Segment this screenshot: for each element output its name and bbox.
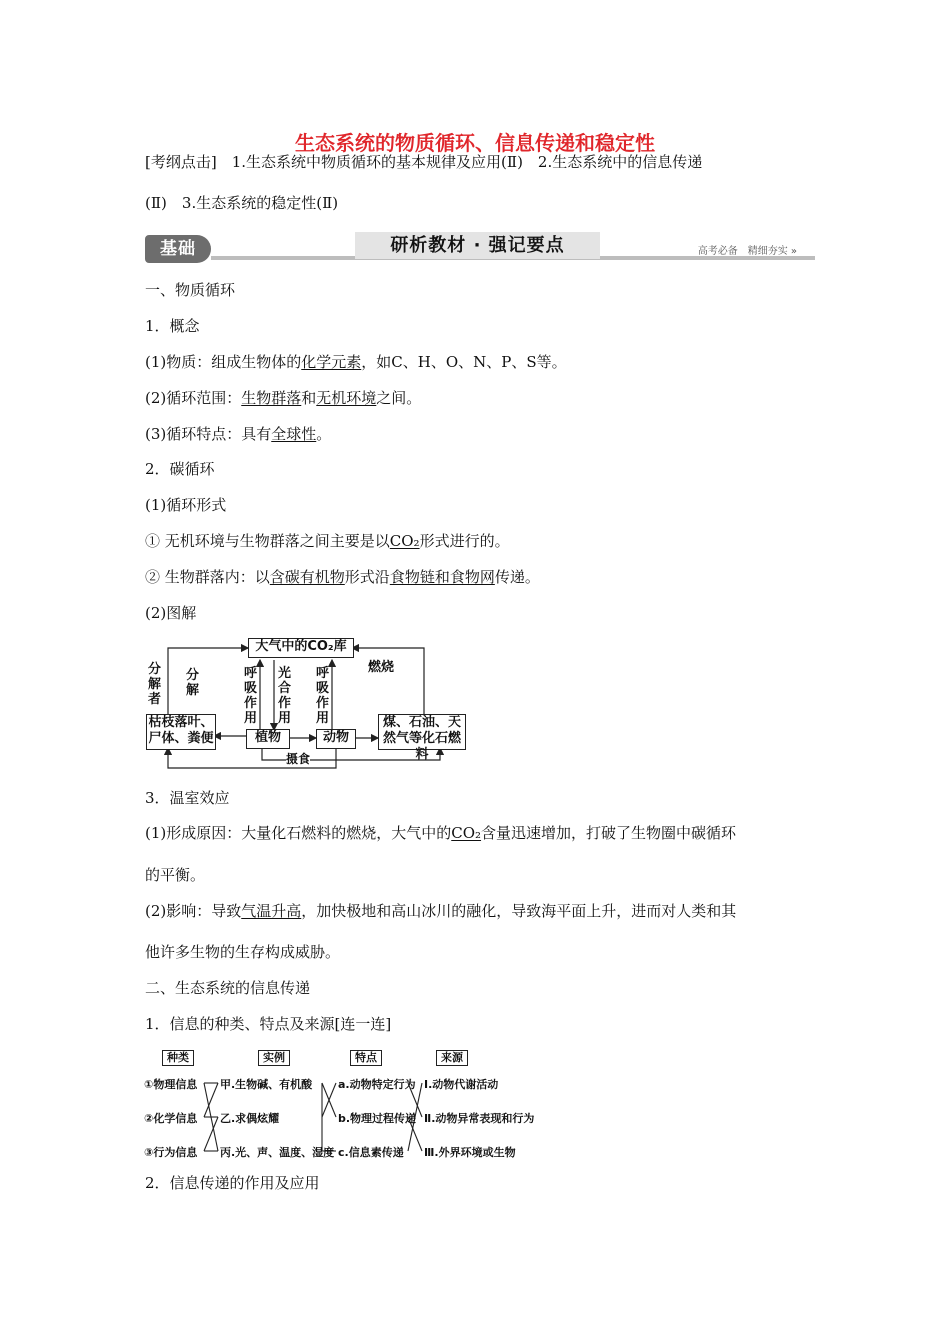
- paragraph-inorganic: ① 无机环境与生物群落之间主要是以CO₂形式进行的。: [145, 532, 510, 550]
- box-animal: 动物: [316, 729, 356, 749]
- paragraph-greenhouse-effect-cont: 他许多生物的生存构成威胁。: [145, 943, 341, 961]
- header-source: 来源: [436, 1050, 468, 1066]
- header-type: 种类: [162, 1050, 194, 1066]
- example-item: 甲.生物碱、有机酸: [220, 1078, 313, 1091]
- paragraph-substance: (1)物质：组成生物体的化学元素，如C、H、O、N、P、S等。: [145, 353, 567, 371]
- section-banner: [145, 232, 815, 266]
- paragraph-greenhouse-cause: (1)形成原因：大量化石燃料的燃烧，大气中的CO₂含量迅速增加，打破了生物圈中碳循环: [145, 824, 737, 842]
- banner-center-label: 研析教材 · 强记要点: [355, 232, 600, 259]
- paragraph-diagram-label: (2)图解: [145, 604, 197, 622]
- subheading-info-types: 1．信息的种类、特点及来源[连一连]: [145, 1015, 392, 1033]
- label-respiration-plant: 呼吸作用: [244, 666, 258, 726]
- paragraph-feature: (3)循环特点：具有全球性。: [145, 425, 332, 443]
- label-feeding: 摄食: [286, 752, 311, 766]
- section-1-heading: 一、物质循环: [145, 281, 236, 299]
- box-fossil-fuel: 煤、石油、天然气等化石燃料: [378, 714, 466, 750]
- banner-right-label: 高考必备 精细夯实 »: [697, 246, 797, 257]
- subheading-info-role: 2．信息传递的作用及应用: [145, 1174, 320, 1192]
- paragraph-greenhouse-cause-cont: 的平衡。: [145, 866, 206, 884]
- source-item: Ⅰ.动物代谢活动: [424, 1078, 499, 1091]
- label-photosynthesis: 光合作用: [278, 666, 292, 726]
- source-item: Ⅱ.动物异常表现和行为: [424, 1112, 535, 1125]
- section-2-heading: 二、生态系统的信息传递: [145, 979, 311, 997]
- feature-item: a.动物特定行为: [338, 1078, 416, 1091]
- paragraph-range: (2)循环范围：生物群落和无机环境之间。: [145, 389, 422, 407]
- syllabus-line-1: [考纲点击] 1.生态系统中物质循环的基本规律及应用(Ⅱ) 2.生态系统中的信息传递: [145, 153, 703, 171]
- paragraph-community: ② 生物群落内：以含碳有机物形式沿食物链和食物网传递。: [145, 568, 540, 586]
- example-item: 乙.求偶炫耀: [220, 1112, 280, 1125]
- subheading-carbon-cycle: 2．碳循环: [145, 460, 215, 478]
- header-feature: 特点: [350, 1050, 382, 1066]
- box-litter: 枯枝落叶、尸体、粪便: [146, 714, 216, 750]
- subheading-greenhouse: 3．温室效应: [145, 789, 230, 807]
- page-title: 生态系统的物质循环、信息传递和稳定性: [295, 131, 655, 155]
- label-decompose: 分解: [186, 668, 200, 698]
- box-atmosphere: 大气中的CO₂库: [248, 638, 354, 658]
- example-item: 丙.光、声、温度、湿度: [220, 1146, 335, 1159]
- banner-badge: 基础: [145, 235, 211, 263]
- source-item: Ⅲ.外界环境或生物: [424, 1146, 516, 1159]
- type-item: ①物理信息: [144, 1078, 198, 1091]
- label-decomposer: 分解者: [148, 662, 162, 707]
- box-plant: 植物: [246, 729, 290, 749]
- subheading-concept: 1．概念: [145, 317, 200, 335]
- carbon-cycle-diagram: [140, 632, 480, 772]
- label-respiration-animal: 呼吸作用: [316, 666, 330, 726]
- type-item: ②化学信息: [144, 1112, 198, 1125]
- matching-diagram: [140, 1044, 540, 1164]
- paragraph-greenhouse-effect: (2)影响：导致气温升高，加快极地和高山冰川的融化，导致海平面上升，进而对人类和其: [145, 902, 737, 920]
- paragraph-cycle-form: (1)循环形式: [145, 496, 227, 514]
- feature-item: b.物理过程传递: [338, 1112, 417, 1125]
- label-combustion: 燃烧: [368, 660, 395, 675]
- syllabus-line-2: (Ⅱ) 3.生态系统的稳定性(Ⅱ): [145, 194, 339, 212]
- feature-item: c.信息素传递: [338, 1146, 404, 1159]
- type-item: ③行为信息: [144, 1146, 198, 1159]
- header-example: 实例: [258, 1050, 290, 1066]
